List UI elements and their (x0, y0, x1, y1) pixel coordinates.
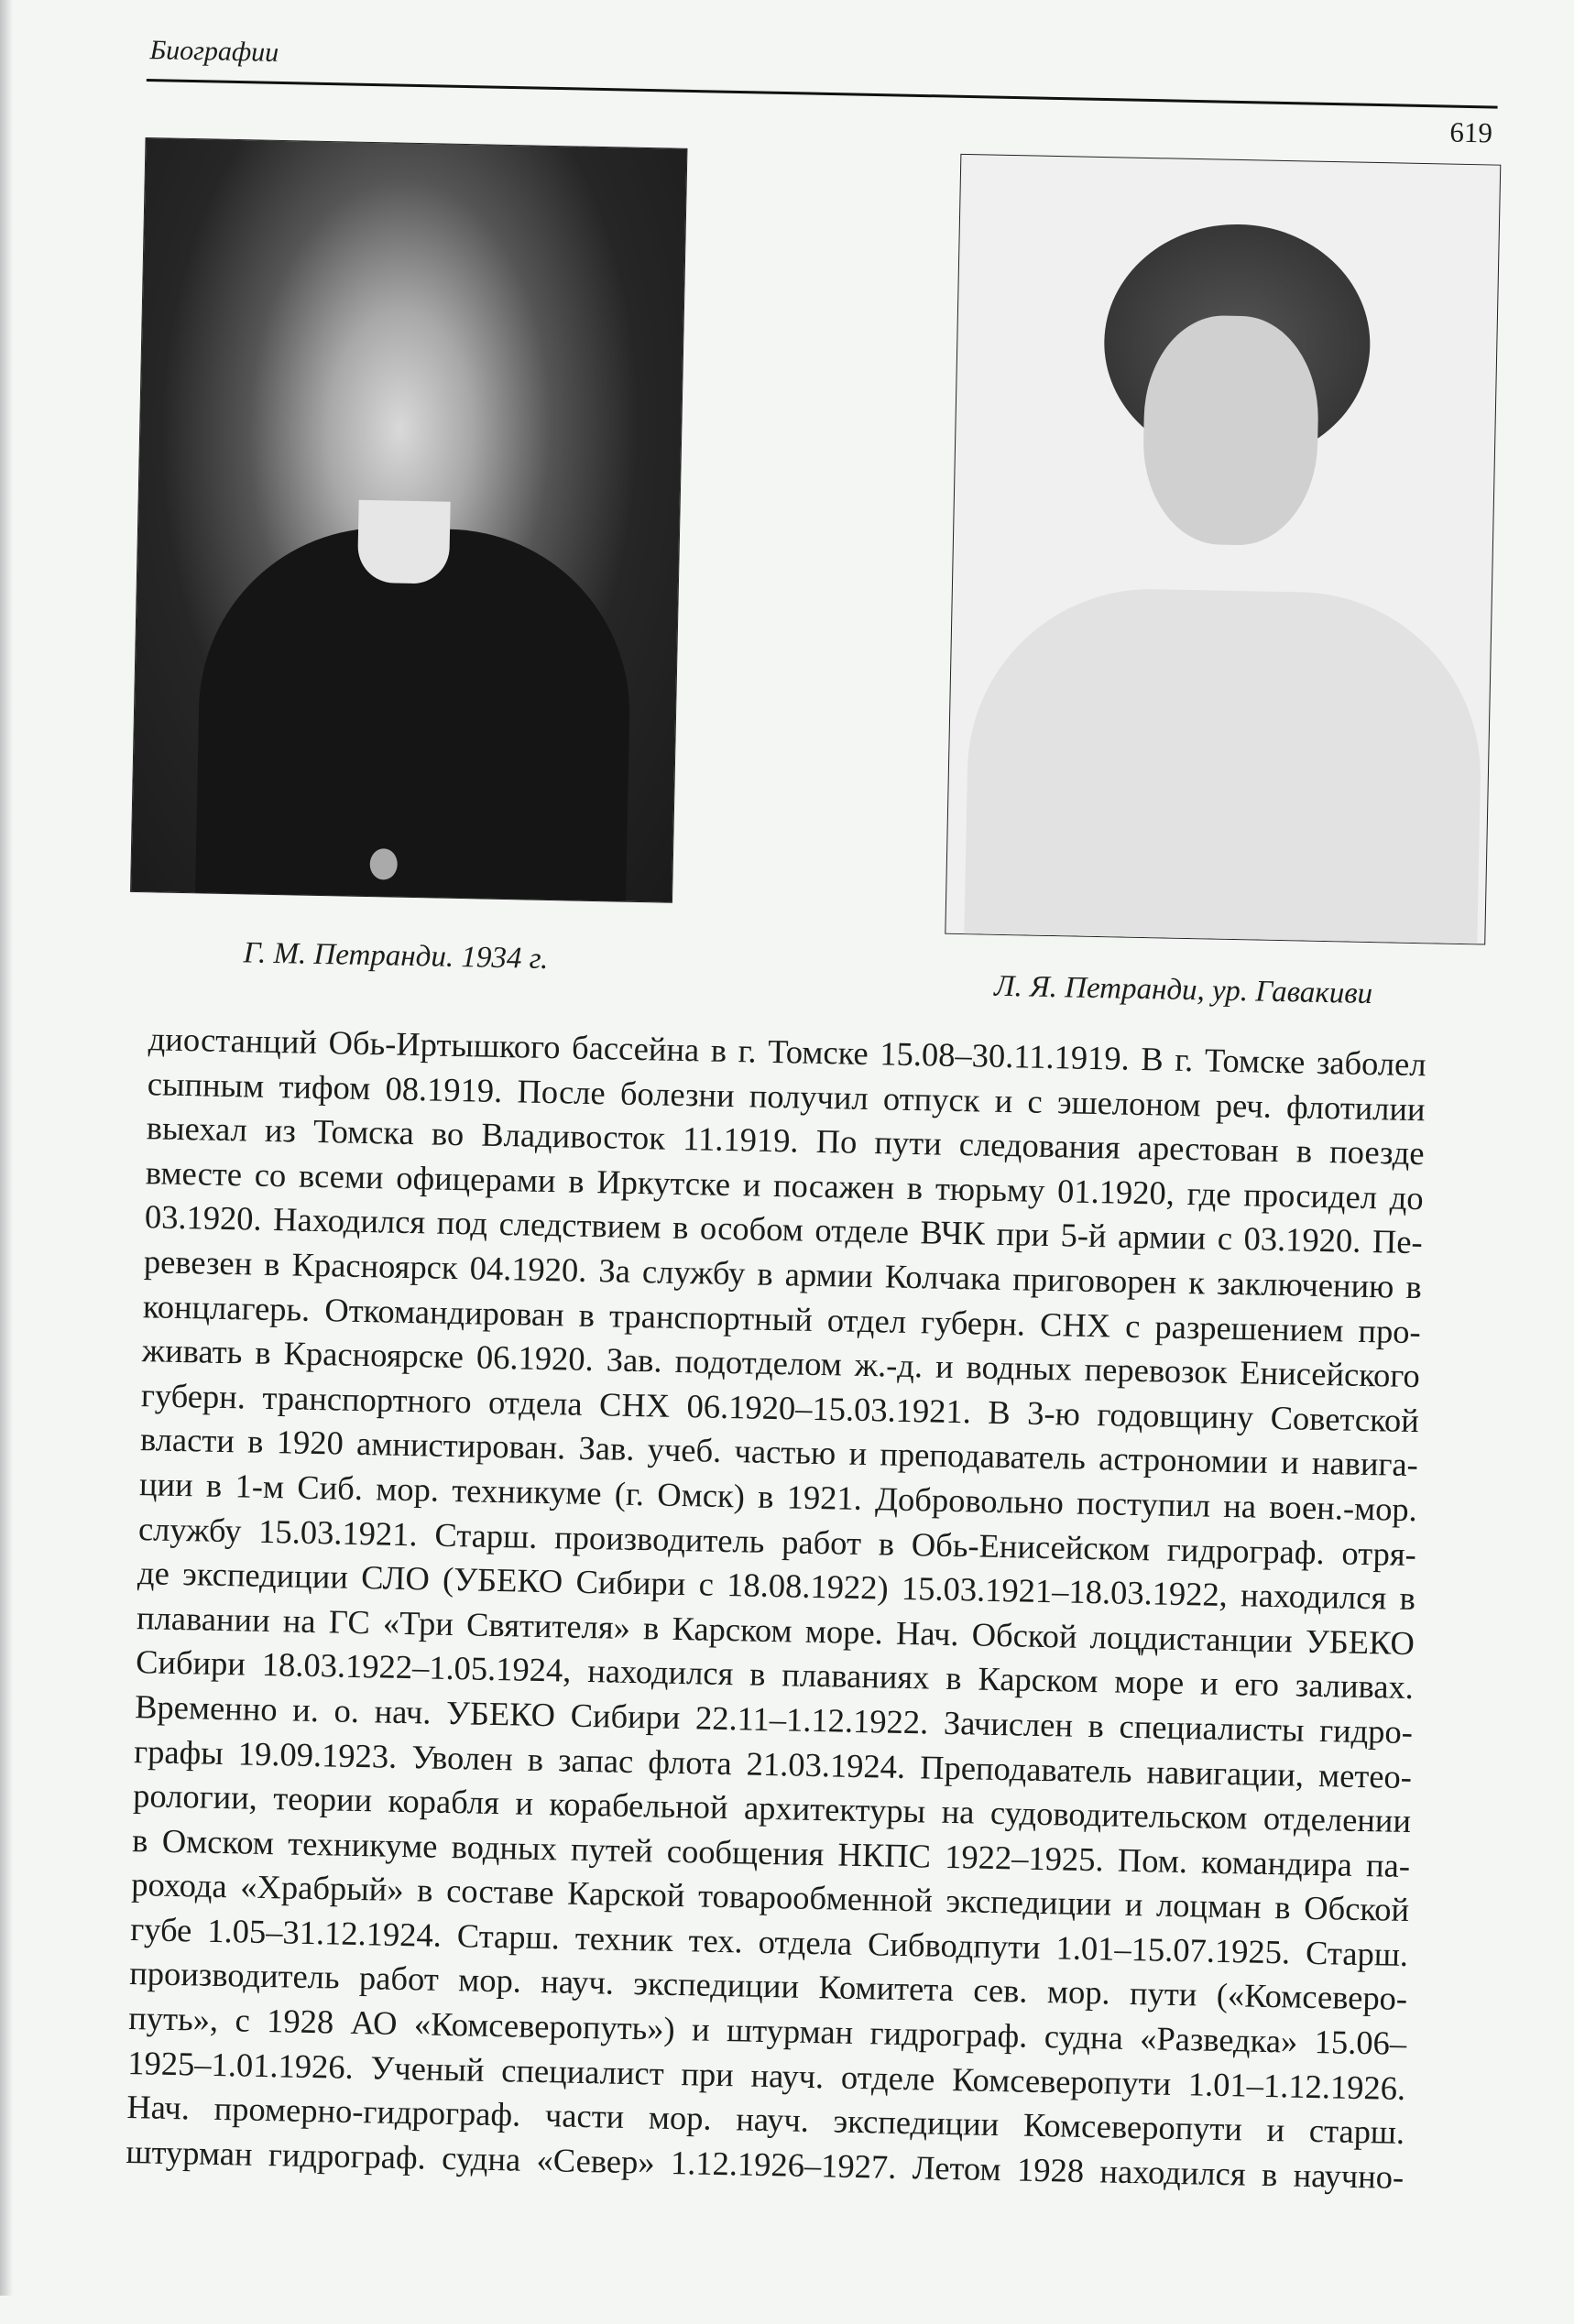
photo-blouse (964, 585, 1484, 944)
text-line: рохода «Храбрый» в составе Карской товарообменной экспедиции и лоцман в Обской (130, 1865, 1410, 1929)
text-line: графы 19.09.1923. Уволен в запас флота 21.03.1924. Преподаватель навигации, метео- (133, 1731, 1413, 1795)
text-line: 03.1920. Находился под следствием в особом отделе ВЧК при 5-й армии с 03.1920. Пе- (144, 1197, 1424, 1261)
header-rule (147, 79, 1498, 109)
photo-face (1142, 314, 1320, 547)
text-line: ревезен в Красноярск 04.1920. За службу в армии Колчака приговорен к заключению в (143, 1242, 1423, 1306)
text-line: ции в 1-м Сиб. мор. техникуме (г. Омск) в 1921. Добровольно поступил на воен.-мор. (138, 1465, 1418, 1529)
body-text (126, 1017, 1426, 2199)
text-line: штурман гидрограф. судна «Север» 1.12.1926–1927. Летом 1928 находился в научно- (126, 2132, 1405, 2196)
text-line: 1925–1.01.1926. Ученый специалист при науч. отделе Комсеверопути 1.01–1.12.1926. (127, 2043, 1406, 2107)
text-line: живать в Красноярске 06.1920. Зав. подотделом ж.-д. и водных перевозок Енисейского (141, 1331, 1421, 1395)
text-line: вместе со всеми офицерами в Иркутске и посажен в тюрьму 01.1920, где просидел до (145, 1153, 1425, 1217)
text-line: де экспедиции СЛО (УБЕКО Сибири с 18.08.1922) 15.03.1921–18.03.1922, находился в (137, 1554, 1416, 1618)
text-line: путь», с 1928 АО «Комсеверопуть») и штурман гидрограф. судна «Разведка» 15.06– (127, 1999, 1407, 2063)
figure-caption-1: Г. М. Петранди. 1934 г. (243, 936, 549, 976)
text-line: сыпным тифом 08.1919. После болезни получил отпуск и с эшелоном реч. флотилии (147, 1064, 1426, 1128)
text-line: Временно и. о. нач. УБЕКО Сибири 22.11–1.12.1922. Зачислен в специалисты гидро- (134, 1687, 1414, 1751)
portrait-photo-man (130, 137, 687, 903)
running-header: Биографии (149, 35, 279, 68)
photo-collar (357, 500, 451, 584)
text-line: службу 15.03.1921. Старш. производитель работ в Обь-Енисейском гидрограф. отря- (137, 1509, 1417, 1573)
text-line: рологии, теории корабля и корабельной архитектуры на судоводительском отделении (132, 1776, 1412, 1840)
portrait-photo-woman (945, 154, 1501, 945)
text-line: Нач. промерно-гидрограф. части мор. науч. экспедиции Комсеверопути и старш. (126, 2088, 1405, 2152)
text-line: концлагерь. Откомандирован в транспортный отдел губерн. СНХ с разрешением про- (142, 1286, 1422, 1350)
text-line: диостанций Обь-Иртышкого бассейна в г. Томске 15.08–30.11.1919. В г. Томске заболел (148, 1020, 1426, 1084)
page-number: 619 (1449, 115, 1493, 149)
text-line: губерн. транспортного отдела СНХ 06.1920–15.03.1921. В 3-ю годовщину Советской (140, 1375, 1420, 1439)
text-line: производитель работ мор. науч. экспедиции Комитета сев. мор. пути («Комсеверо- (128, 1954, 1408, 2018)
figure-caption-2: Л. Я. Петранди, ур. Гавакиви (993, 969, 1373, 1011)
text-line: выехал из Томска во Владивосток 11.1919. По пути следования арестован в поезде (146, 1108, 1426, 1173)
text-line: власти в 1920 амнистирован. Зав. учеб. частью и преподаватель астрономии и навига- (139, 1420, 1419, 1484)
text-line: губе 1.05–31.12.1924. Старш. техник тех. отдела Сибводпути 1.01–15.07.1925. Старш. (129, 1909, 1409, 1973)
text-line: плавании на ГС «Три Святителя» в Карском море. Нач. Обской лоцдистанции УБЕКО (136, 1598, 1416, 1662)
text-line: Сибири 18.03.1922–1.05.1924, находился в плаваниях в Карском море и его заливах. (135, 1642, 1415, 1707)
text-line: в Омском техникуме водных путей сообщения НКПС 1922–1925. Пом. командира па- (131, 1820, 1411, 1884)
